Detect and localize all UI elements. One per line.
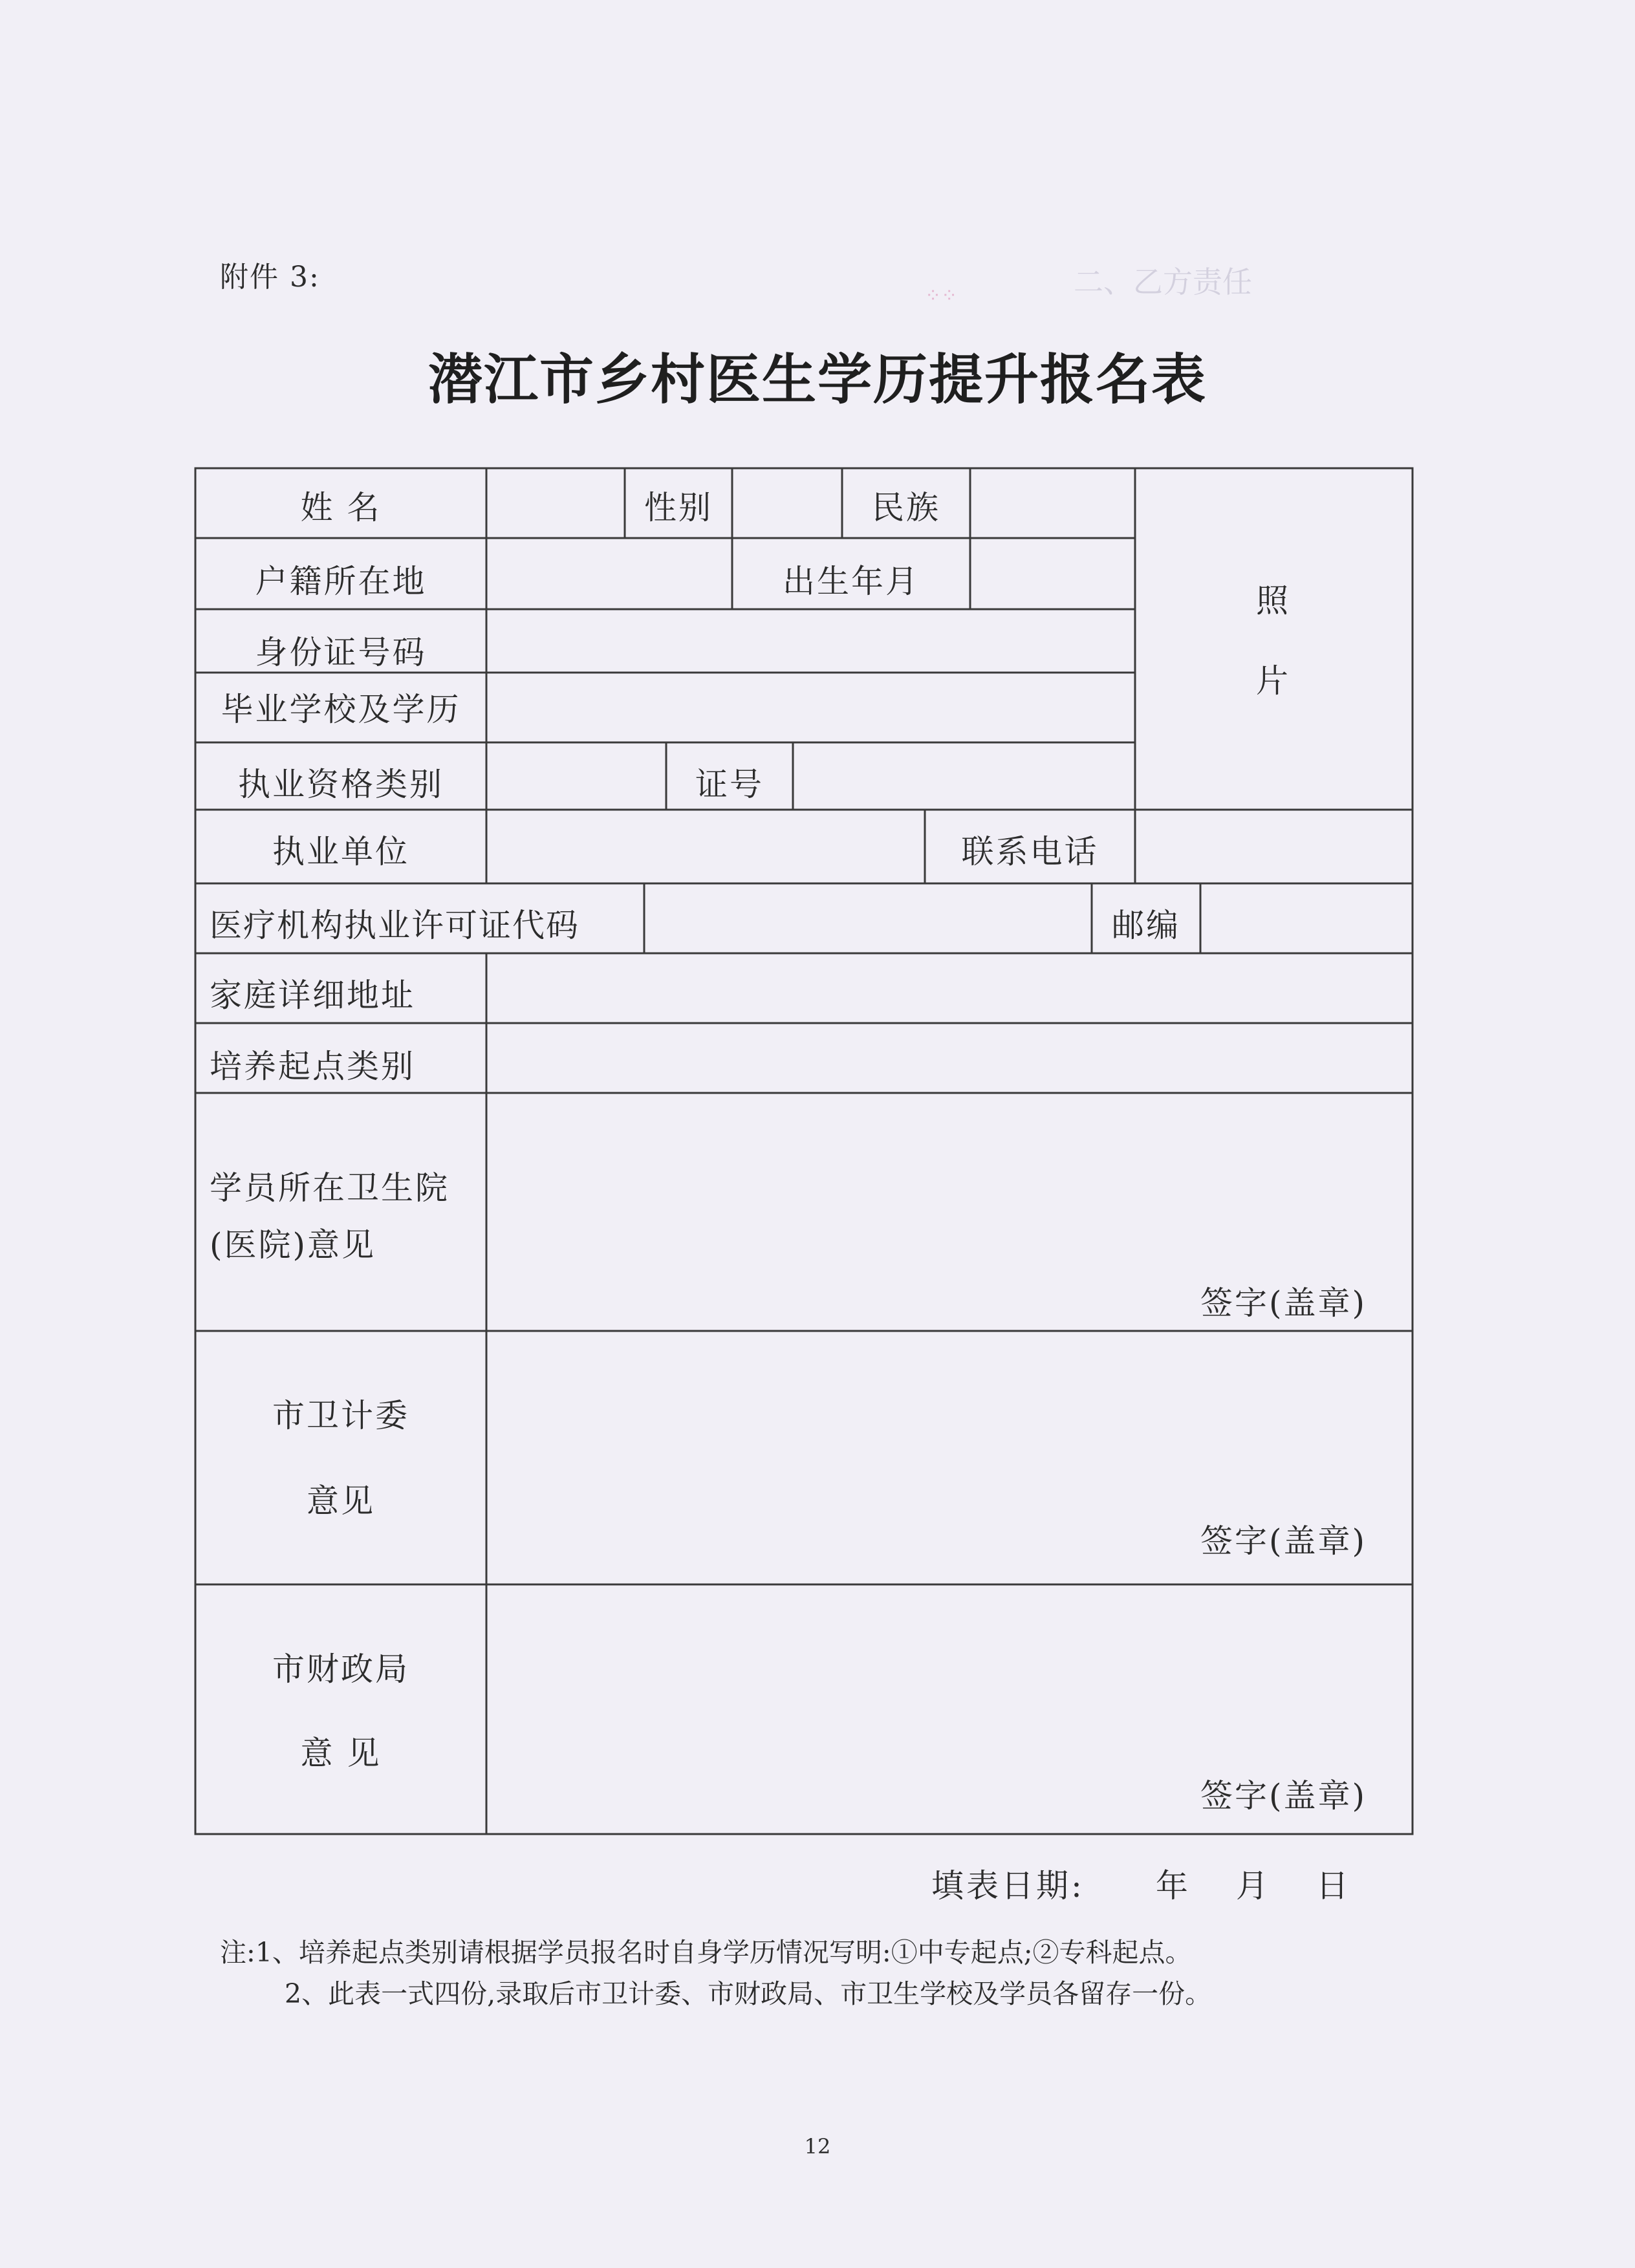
- footnote-2: 2、此表一式四份,录取后市卫计委、市财政局、市卫生学校及学员各留存一份。: [285, 1978, 1212, 2009]
- birth-date-label: 出生年月: [783, 563, 920, 600]
- fill-date-month: 月: [1235, 1867, 1271, 1905]
- photo-label-2: 片: [1256, 662, 1290, 700]
- school-label: 毕业学校及学历: [221, 691, 461, 728]
- finance-signature-label: 签字(盖章): [1200, 1777, 1367, 1815]
- finance-bureau-label-2: 意 见: [300, 1734, 382, 1772]
- attachment-label: 附件 3:: [220, 261, 320, 294]
- photo-label-1: 照: [1256, 582, 1290, 620]
- health-signature-label: 签字(盖章): [1200, 1522, 1367, 1560]
- household-label: 户籍所在地: [255, 563, 427, 600]
- qualification-label: 执业资格类别: [238, 766, 444, 803]
- health-commission-label-1: 市卫计委: [272, 1397, 409, 1434]
- health-commission-label-2: 意见: [307, 1482, 375, 1520]
- id-number-label: 身份证号码: [255, 634, 427, 671]
- finance-bureau-label-1: 市财政局: [272, 1650, 409, 1688]
- home-address-label: 家庭详细地址: [210, 977, 415, 1014]
- training-type-label: 培养起点类别: [210, 1048, 415, 1085]
- ethnicity-label: 民族: [872, 489, 940, 526]
- phone-label: 联系电话: [961, 833, 1099, 870]
- hospital-opinion-label-1: 学员所在卫生院: [210, 1169, 449, 1207]
- stamp-mark: ⁘⁘: [925, 285, 958, 307]
- fill-date-day: 日: [1316, 1867, 1351, 1905]
- fill-date: [931, 1860, 1351, 1906]
- bleed-through-text: 二、乙方责任: [1074, 265, 1252, 299]
- license-code-label: 医疗机构执业许可证代码: [210, 907, 579, 944]
- gender-label: 性别: [644, 489, 713, 526]
- name-label: 姓 名: [300, 489, 382, 526]
- page-number: 12: [804, 2134, 831, 2159]
- footnote-1: 注:1、培养起点类别请根据学员报名时自身学历情况写明:①中专起点;②专科起点。: [220, 1937, 1192, 1968]
- hospital-opinion-label-2: (医院)意见: [210, 1226, 376, 1264]
- form-title: 潜江市乡村医生学历提升报名表: [428, 347, 1207, 411]
- footnotes: [220, 1932, 1211, 2015]
- postcode-label: 邮编: [1112, 907, 1180, 944]
- work-unit-label: 执业单位: [272, 833, 409, 870]
- hospital-signature-label: 签字(盖章): [1200, 1284, 1367, 1322]
- fill-date-label: 填表日期:: [931, 1867, 1085, 1905]
- cert-number-label: 证号: [695, 766, 764, 803]
- fill-date-year: 年: [1155, 1867, 1191, 1905]
